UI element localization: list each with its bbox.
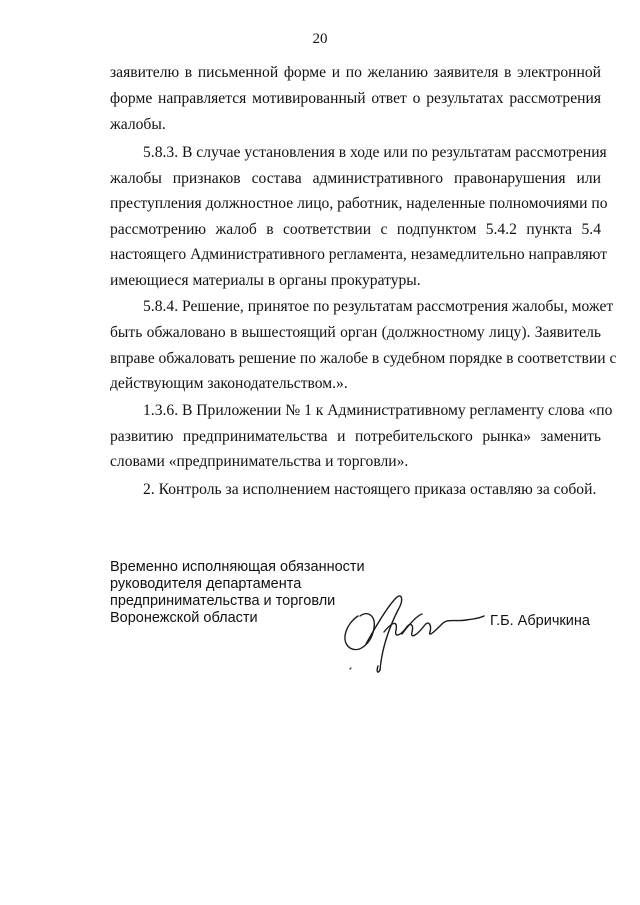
body-line: жалобы признаков состава административного правонарушения или bbox=[110, 170, 601, 187]
body-line: 1.3.6. В Приложении № 1 к Административному регламенту слова «по bbox=[143, 402, 613, 419]
body-line: заявителю в письменной форме и по желанию заявителя в электронной bbox=[110, 64, 601, 81]
body-line: жалобы. bbox=[110, 116, 166, 133]
page-number: 20 bbox=[312, 31, 328, 47]
signatory-position-line: предпринимательства и торговли bbox=[110, 593, 336, 609]
signatory-position-line: руководителя департамента bbox=[110, 576, 302, 592]
signatory-name: Г.Б. Абричкина bbox=[490, 613, 590, 629]
body-line: форме направляется мотивированный ответ о результатах рассмотрения bbox=[110, 90, 601, 107]
body-line: 5.8.3. В случае установления в ходе или по результатам рассмотрения bbox=[143, 144, 607, 161]
body-line: настоящего Административного регламента, незамедлительно направляют bbox=[110, 246, 608, 263]
body-line: 2. Контроль за исполнением настоящего приказа оставляю за собой. bbox=[143, 481, 597, 498]
body-line: действующим законодательством.». bbox=[110, 375, 348, 392]
body-line: словами «предпринимательства и торговли». bbox=[110, 453, 409, 470]
body-line: имеющиеся материалы в органы прокуратуры. bbox=[110, 272, 421, 289]
body-line: рассмотрению жалоб в соответствии с подпунктом 5.4.2 пункта 5.4 bbox=[110, 221, 601, 238]
handwritten-signature bbox=[336, 586, 486, 676]
body-line: преступления должностное лицо, работник, наделенные полномочиями по bbox=[110, 195, 608, 212]
body-line: вправе обжаловать решение по жалобе в судебном порядке в соответствии с bbox=[110, 350, 617, 367]
body-line: быть обжаловано в вышестоящий орган (должностному лицу). Заявитель bbox=[110, 324, 601, 341]
body-line: 5.8.4. Решение, принятое по результатам рассмотрения жалобы, может bbox=[143, 298, 614, 315]
body-line: развитию предпринимательства и потребительского рынка» заменить bbox=[110, 428, 601, 445]
signatory-position-line: Воронежской области bbox=[110, 610, 258, 626]
signatory-position-line: Временно исполняющая обязанности bbox=[110, 559, 365, 575]
